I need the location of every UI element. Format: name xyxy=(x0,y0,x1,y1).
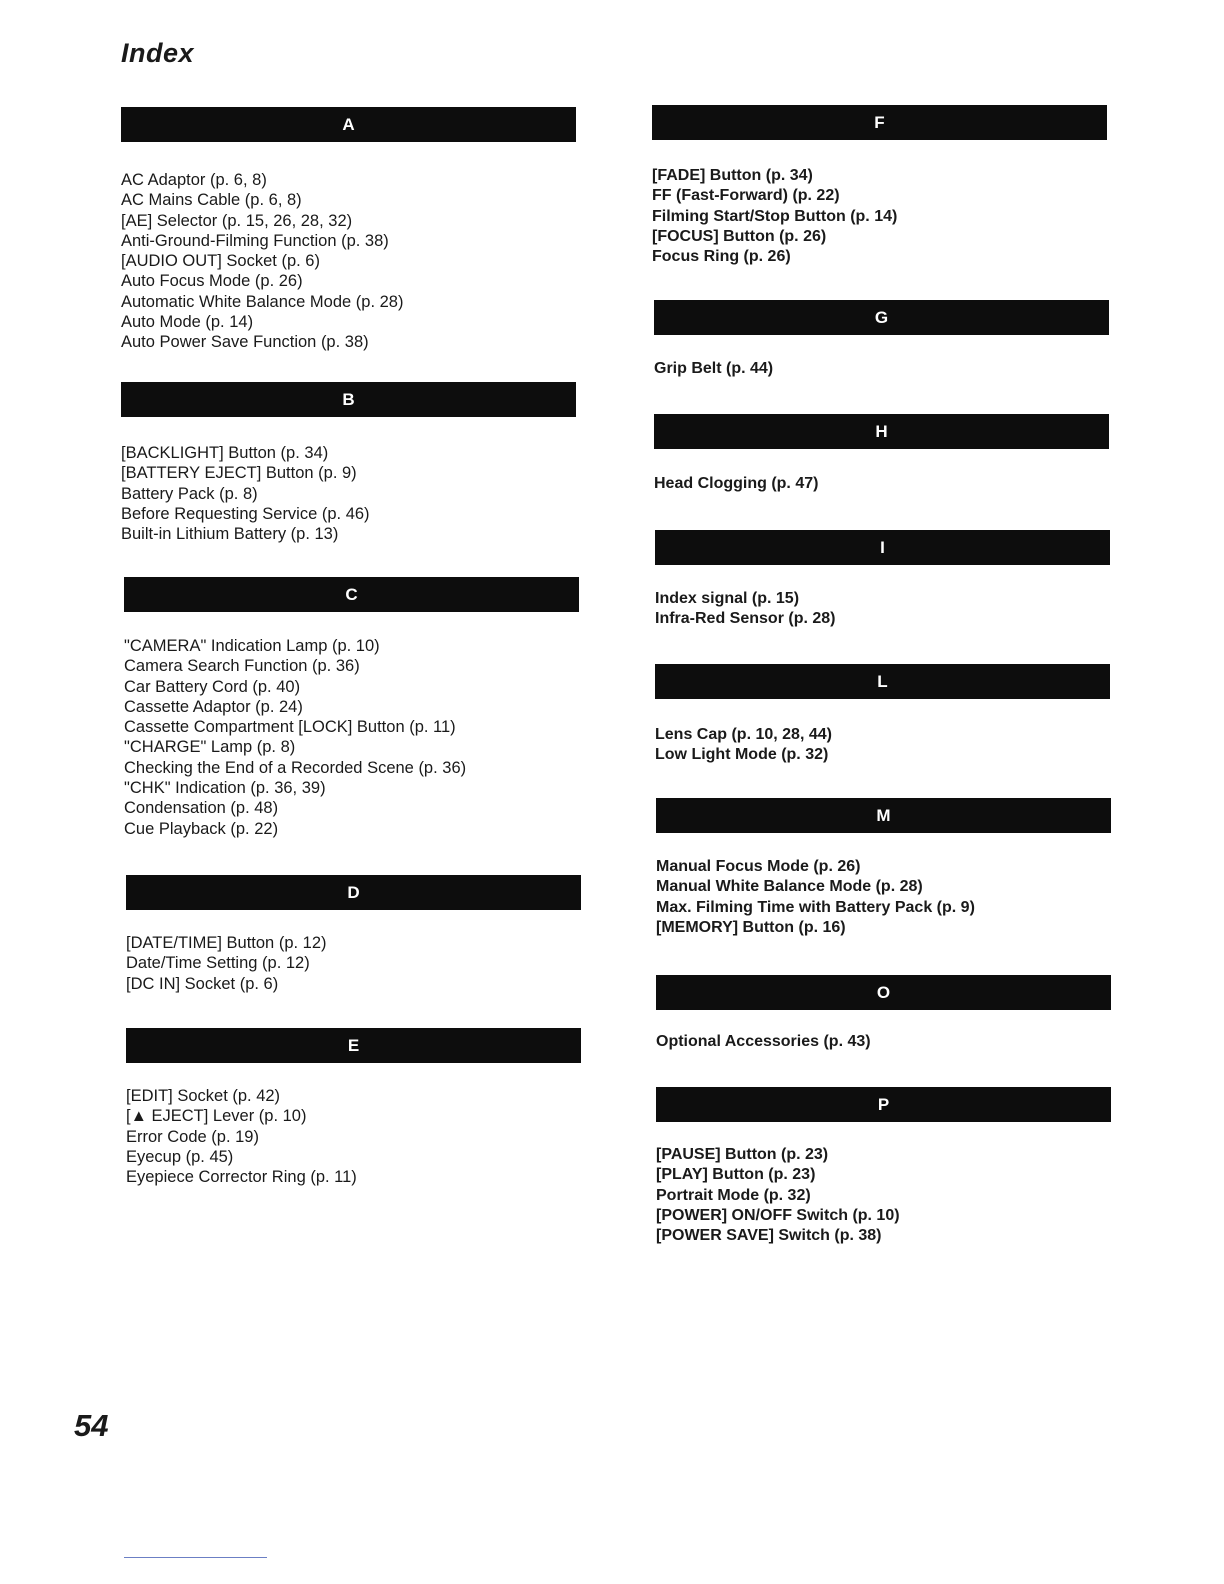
entry-list xyxy=(121,443,576,544)
section-header-p: P xyxy=(656,1087,1111,1122)
index-entry: [PAUSE] Button (p. 23) xyxy=(656,1146,829,1163)
index-entry: Focus Ring (p. 26) xyxy=(652,248,791,266)
entry-list xyxy=(121,170,576,353)
index-entry: Battery Pack (p. 8) xyxy=(121,484,258,503)
section-header-d: D xyxy=(126,875,581,910)
index-entry: Eyecup (p. 45) xyxy=(126,1147,234,1166)
index-entry: Cassette Compartment [LOCK] Button (p. 11) xyxy=(124,718,456,737)
entry-list xyxy=(126,933,581,994)
index-entry: Eyepiece Corrector Ring (p. 11) xyxy=(126,1168,357,1187)
index-entry: AC Mains Cable (p. 6, 8) xyxy=(121,191,302,210)
index-entry: "CHARGE" Lamp (p. 8) xyxy=(124,738,296,757)
index-entry: Auto Mode (p. 14) xyxy=(121,313,254,332)
index-entry: [MEMORY] Button (p. 16) xyxy=(656,918,846,936)
index-section-d xyxy=(126,875,581,994)
index-section-o xyxy=(656,975,1111,1052)
index-entry: [EDIT] Socket (p. 42) xyxy=(126,1087,281,1105)
index-entry: [AE] Selector (p. 15, 26, 28, 32) xyxy=(121,211,353,230)
index-section-b xyxy=(121,382,576,544)
index-entry: Auto Power Save Function (p. 38) xyxy=(121,333,369,352)
page-title: Index xyxy=(121,38,195,68)
index-section-c xyxy=(124,577,579,839)
index-entry: "CAMERA" Indication Lamp (p. 10) xyxy=(124,637,380,655)
index-section-e xyxy=(126,1028,581,1187)
index-entry: Anti-Ground-Filming Function (p. 38) xyxy=(121,231,389,250)
section-header-a: A xyxy=(121,107,576,142)
section-header-c: C xyxy=(124,577,579,612)
index-entry: Date/Time Setting (p. 12) xyxy=(126,954,310,973)
index-entry: [POWER SAVE] Switch (p. 38) xyxy=(656,1227,882,1245)
index-section-a xyxy=(121,107,576,353)
entry-list xyxy=(652,166,1107,267)
index-entry: Manual Focus Mode (p. 26) xyxy=(656,858,861,875)
index-entry: Automatic White Balance Mode (p. 28) xyxy=(121,292,404,311)
index-entry: [POWER] ON/OFF Switch (p. 10) xyxy=(656,1206,900,1224)
index-entry: Cassette Adaptor (p. 24) xyxy=(124,697,303,716)
footer-divider xyxy=(124,1557,267,1558)
index-section-p xyxy=(656,1087,1111,1246)
section-header-i: I xyxy=(655,530,1110,565)
entry-list xyxy=(656,857,1111,938)
section-header-e: E xyxy=(126,1028,581,1063)
index-entry: Checking the End of a Recorded Scene (p. 36) xyxy=(124,758,467,777)
index-section-m xyxy=(656,798,1111,938)
index-section-f xyxy=(652,105,1107,267)
section-header-l: L xyxy=(655,664,1110,699)
section-header-m: M xyxy=(656,798,1111,833)
entry-list xyxy=(655,589,1110,630)
index-entry: Head Clogging (p. 47) xyxy=(654,475,819,492)
index-entry: [FOCUS] Button (p. 26) xyxy=(652,227,827,245)
index-entry: Lens Cap (p. 10, 28, 44) xyxy=(655,726,832,743)
index-entry: Condensation (p. 48) xyxy=(124,799,279,818)
section-header-g: G xyxy=(654,300,1109,335)
index-entry: Manual White Balance Mode (p. 28) xyxy=(656,878,923,896)
section-header-b: B xyxy=(121,382,576,417)
index-entry: Auto Focus Mode (p. 26) xyxy=(121,272,303,291)
index-entry: [FADE] Button (p. 34) xyxy=(652,167,813,184)
index-entry: Car Battery Cord (p. 40) xyxy=(124,677,301,696)
section-header-f: F xyxy=(652,105,1107,140)
index-entry: [▲ EJECT] Lever (p. 10) xyxy=(126,1107,307,1126)
index-entry: [PLAY] Button (p. 23) xyxy=(656,1166,816,1184)
index-entry: Infra-Red Sensor (p. 28) xyxy=(655,610,836,628)
index-entry: [DATE/TIME] Button (p. 12) xyxy=(126,934,327,952)
index-entry: [AUDIO OUT] Socket (p. 6) xyxy=(121,252,320,271)
index-entry: Portrait Mode (p. 32) xyxy=(656,1186,811,1204)
index-entry: Low Light Mode (p. 32) xyxy=(655,746,829,764)
index-entry: [BACKLIGHT] Button (p. 34) xyxy=(121,444,329,462)
page-number: 54 xyxy=(74,1408,109,1443)
index-entry: "CHK" Indication (p. 36, 39) xyxy=(124,779,326,798)
index-entry: Max. Filming Time with Battery Pack (p. 9) xyxy=(656,898,975,916)
index-entry: Error Code (p. 19) xyxy=(126,1127,259,1146)
entry-list xyxy=(124,636,579,839)
index-entry: [DC IN] Socket (p. 6) xyxy=(126,974,279,993)
index-entry: Grip Belt (p. 44) xyxy=(654,360,774,377)
index-entry: Index signal (p. 15) xyxy=(655,590,800,607)
entry-list xyxy=(126,1086,581,1187)
index-section-i xyxy=(655,530,1110,630)
index-entry: Built-in Lithium Battery (p. 13) xyxy=(121,525,339,544)
index-entry: [BATTERY EJECT] Button (p. 9) xyxy=(121,464,357,483)
entry-list xyxy=(654,474,1109,494)
section-header-h: H xyxy=(654,414,1109,449)
entry-list xyxy=(656,1145,1111,1246)
section-header-o: O xyxy=(656,975,1111,1010)
index-entry: Before Requesting Service (p. 46) xyxy=(121,504,370,523)
index-entry: FF (Fast-Forward) (p. 22) xyxy=(652,187,840,205)
index-section-l xyxy=(655,664,1110,766)
index-entry: Optional Accessories (p. 43) xyxy=(656,1033,871,1050)
entry-list xyxy=(655,725,1110,766)
index-section-h xyxy=(654,414,1109,494)
index-entry: Filming Start/Stop Button (p. 14) xyxy=(652,207,898,225)
entry-list xyxy=(656,1032,1111,1052)
index-entry: AC Adaptor (p. 6, 8) xyxy=(121,171,267,189)
index-section-g xyxy=(654,300,1109,379)
index-entry: Camera Search Function (p. 36) xyxy=(124,657,360,676)
index-entry: Cue Playback (p. 22) xyxy=(124,819,279,838)
entry-list xyxy=(654,359,1109,379)
